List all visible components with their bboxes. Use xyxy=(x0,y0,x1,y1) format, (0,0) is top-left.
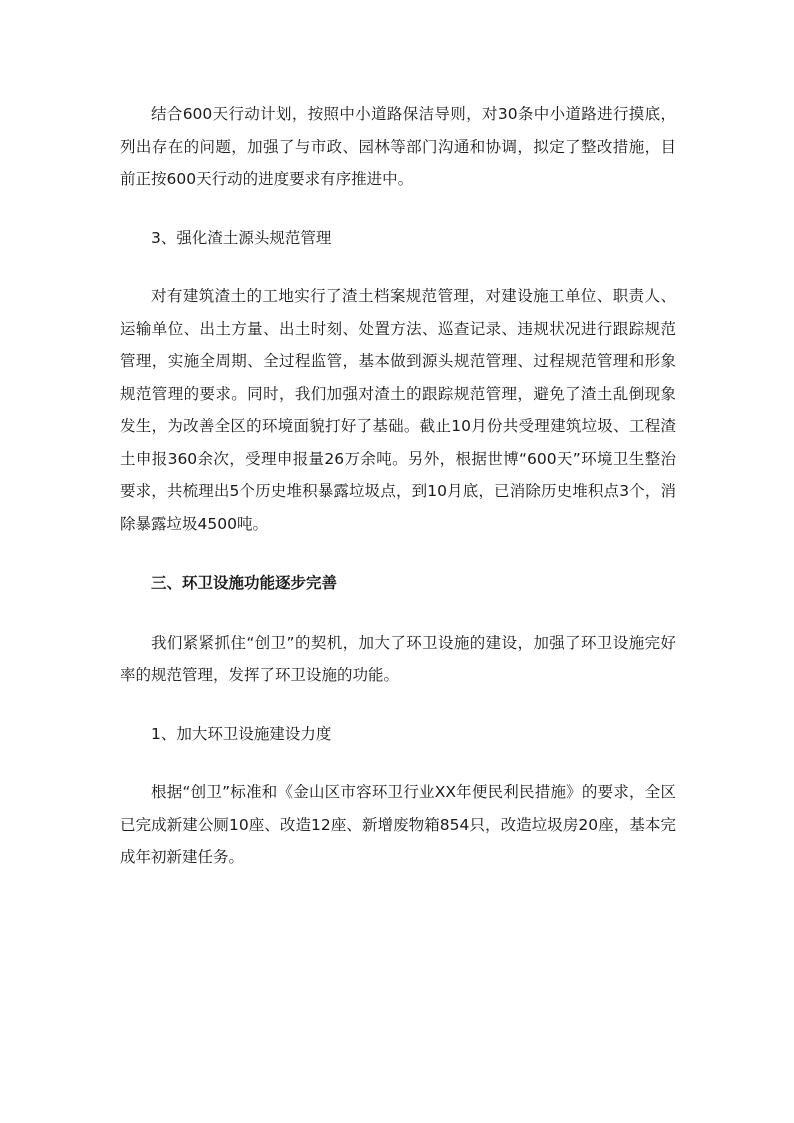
paragraph-facilities-intro: 我们紧紧抓住“创卫”的契机，加大了环卫设施的建设，加强了环卫设施完好率的规范管理，发挥了环卫设施的功能。 xyxy=(120,633,676,684)
section-heading-muck-management: 3、强化渣土源头规范管理 xyxy=(151,228,332,247)
paragraph-facility-construction: 根据“创卫”标准和《金山区市容环卫行业XX年便民利民措施》的要求，全区已完成新建公厕10座、改造12座、新增废物箱854只，改造垃圾房20座，基本完成年初新建任务。 xyxy=(120,783,676,866)
document-body xyxy=(120,98,676,874)
chapter-heading-facilities: 三、环卫设施功能逐步完善 xyxy=(151,574,338,592)
paragraph-muck-management: 对有建筑渣土的工地实行了渣土档案规范管理，对建设施工单位、职责人、运输单位、出土方量、出土时刻、处置方法、巡查记录、违规状况进行跟踪规范管理，实施全周期、全过程监管，基本做到源头规范管理、过程规范管理和形象规范管理的要求。同时，我们加强对渣土的跟踪规范管理，避免了渣土乱倒现象发生，为改善全区的环境面貌打好了基础。截止10月份共受理建筑垃圾、工程渣土申报360余次，受理申报量26万余吨。另外，根据世博“600天”环境卫生整治要求，共梳理出5个历史堆积暴露垃圾点，到10月底，已消除历史堆积点3个，消除暴露垃圾4500吨。 xyxy=(120,287,676,533)
section-heading-facility-construction: 1、加大环卫设施建设力度 xyxy=(151,724,332,743)
paragraph-road-survey: 结合600天行动计划，按照中小道路保洁导则，对30条中小道路进行摸底，列出存在的问题，加强了与市政、园林等部门沟通和协调，拟定了整改措施，目前正按600天行动的进度要求有序推进中。 xyxy=(120,105,676,188)
